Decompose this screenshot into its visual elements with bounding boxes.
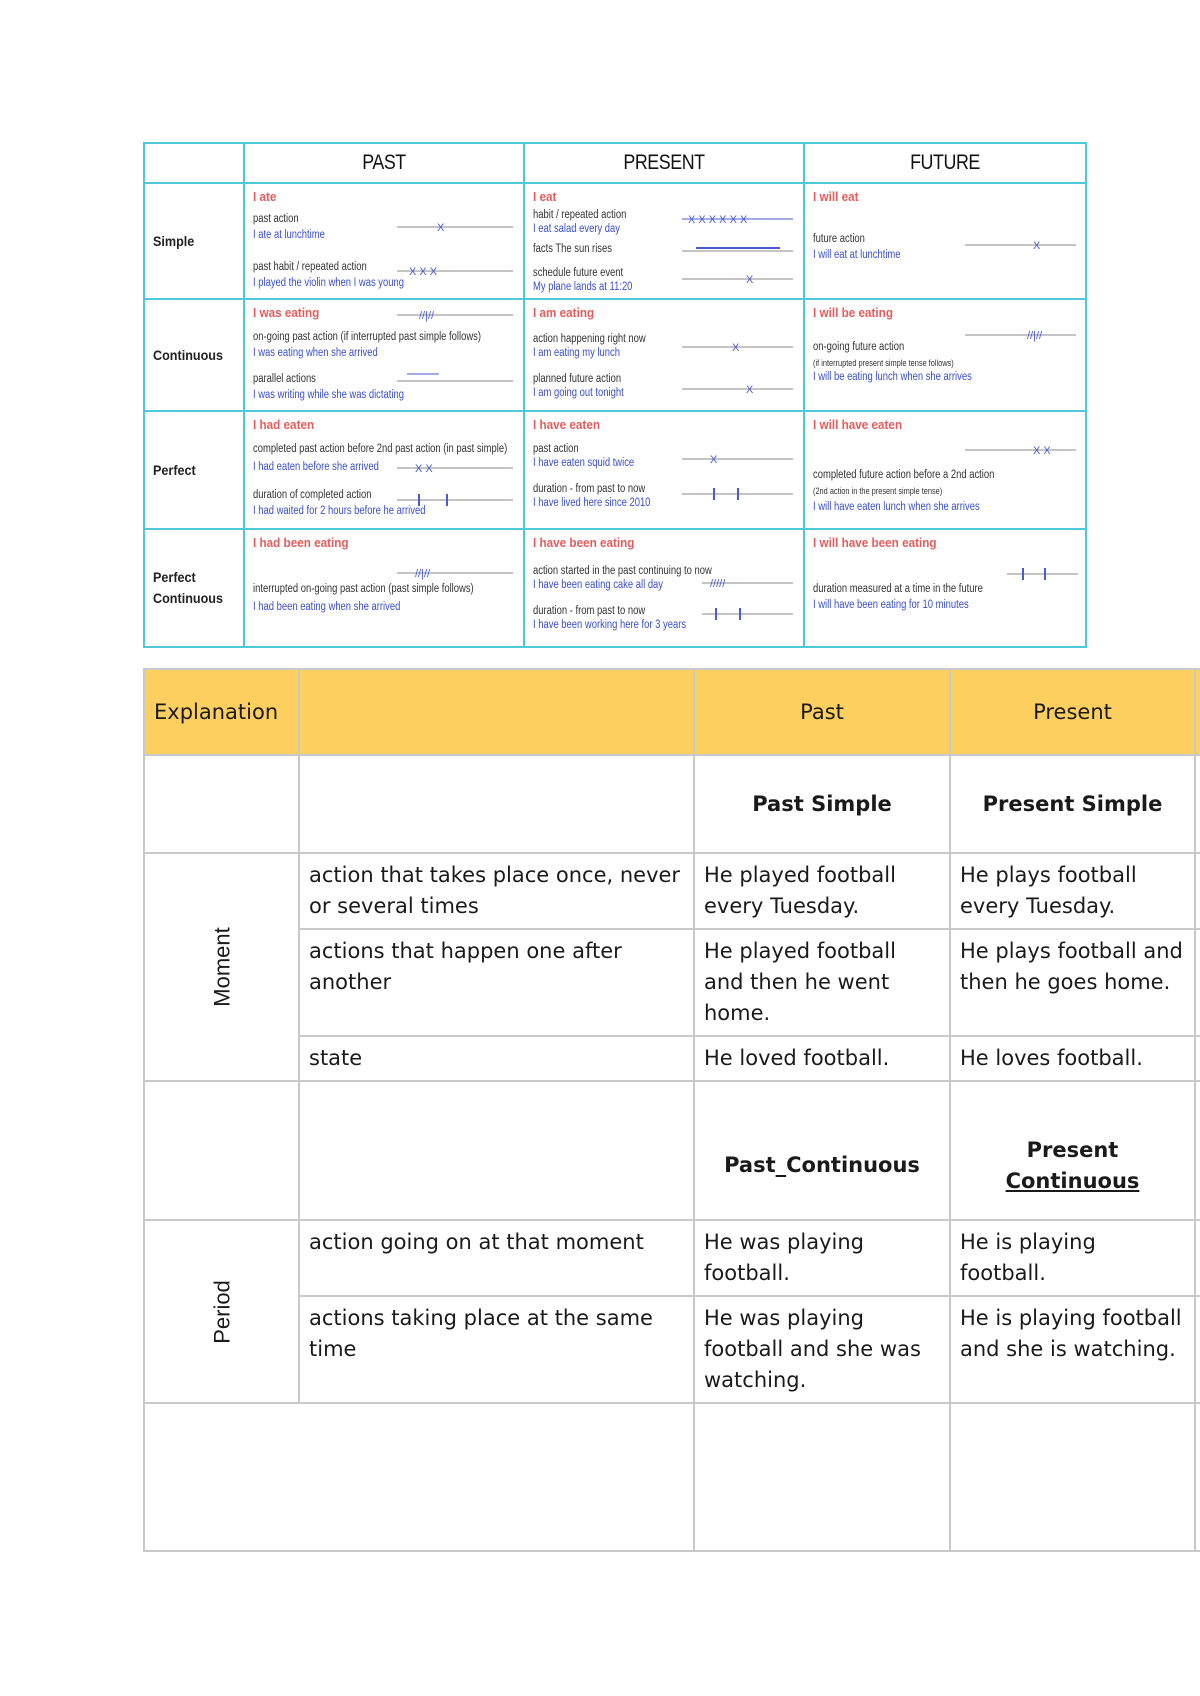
- timeline-present-schedule: [680, 272, 795, 286]
- chart-row-perfect: Perfect: [144, 411, 244, 528]
- chart-header-past: PAST: [265, 143, 503, 183]
- timeline-past-completed: [395, 458, 515, 474]
- heading-past-continuous: Past_Continuous: [694, 1081, 950, 1220]
- moment-label: Moment: [144, 853, 299, 1081]
- chart-row-simple: Simple: [144, 183, 244, 298]
- timeline-past-action: [395, 220, 515, 234]
- chart-cell-past-perfect-continuous: I had been eating interrupted on-going past action (past simple follows) I had been eating when she arrived //|//: [244, 529, 524, 648]
- grammar-table: [143, 668, 1200, 1552]
- chart-cell-present-continuous: I am eating action happening right now I am eating my lunch planned future action I am going out tonight X X: [524, 299, 804, 411]
- heading-present-continuous: [950, 1081, 1195, 1220]
- header-present: Present: [950, 669, 1195, 755]
- overflow-cell: [1195, 853, 1200, 929]
- overflow-cell: [1195, 1081, 1200, 1220]
- chart-cell-future-perfect-continuous: I will have been eating duration measured at a time in the future I will have been eating for 10 minutes: [804, 529, 1086, 648]
- period-row-2-explanation: actions taking place at the same time: [299, 1296, 694, 1403]
- svg-text:X X: X X: [415, 463, 433, 475]
- chart-cell-past-simple: I ate past action I ate at lunchtime past habit / repeated action I played the violin when I was young X X X X: [244, 183, 524, 298]
- svg-text:X: X: [732, 341, 740, 354]
- heading-present-continuous-line2: Continuous: [1005, 1168, 1140, 1193]
- chart-header-present: PRESENT: [545, 143, 783, 183]
- header-blank: [299, 669, 694, 755]
- chart-row-continuous: Continuous: [144, 299, 244, 411]
- period-row-1-present: He is playing football.: [950, 1220, 1195, 1296]
- overflow-cell: [1195, 755, 1200, 853]
- svg-text://///: /////: [710, 577, 726, 590]
- chart-cell-present-simple: I eat habit / repeated action I eat salad every day facts The sun rises schedule future event My plane lands at 11:20 X X X X X X X: [524, 183, 804, 298]
- moment-row-1-past: He played football every Tuesday.: [694, 853, 950, 929]
- header-overflow: [1195, 669, 1200, 755]
- heading-past-simple: Past Simple: [694, 755, 950, 853]
- timeline-past-ongoing: [395, 308, 515, 322]
- chart-row-perfect-continuous: Perfect Continuous: [144, 529, 244, 648]
- period-row-1-past: He was playing football.: [694, 1220, 950, 1296]
- tense-chart: [143, 142, 1085, 648]
- chart-cell-future-perfect: I will have eaten completed future action before a 2nd action (2nd action in the present simple tense) I will have eaten lunch when she arrives X X: [804, 411, 1086, 528]
- svg-text:X X X X X X: X X X X X X: [688, 214, 748, 227]
- timeline-present-duration: [680, 486, 795, 502]
- moment-row-2-present: He plays football and then he goes home.: [950, 929, 1195, 1036]
- simple-heading-empty-1: [144, 755, 299, 853]
- timeline-past-interrupted: [395, 566, 515, 580]
- timeline-future-duration: [1005, 566, 1080, 582]
- moment-row-2-explanation: actions that happen one after another: [299, 929, 694, 1036]
- overflow-cell: [1195, 1403, 1200, 1551]
- moment-row-1-explanation: action that takes place once, never or several times: [299, 853, 694, 929]
- period-row-1-explanation: action going on at that moment: [299, 1220, 694, 1296]
- period-row-2-past: He was playing football and she was watching.: [694, 1296, 950, 1403]
- overflow-cell: [1195, 1296, 1200, 1403]
- svg-text:X: X: [710, 454, 718, 467]
- timeline-future-action: [963, 238, 1078, 252]
- timeline-present-past-action: [680, 452, 795, 466]
- moment-row-3-explanation: state: [299, 1036, 694, 1081]
- svg-text://|//: //|//: [415, 567, 431, 580]
- timeline-past-parallel: [395, 368, 515, 388]
- overflow-cell: [1195, 929, 1200, 1036]
- heading-present-continuous-line1: Present: [1026, 1137, 1119, 1162]
- timeline-present-planned: [680, 382, 795, 396]
- empty-row-past: [694, 1403, 950, 1551]
- header-past: Past: [694, 669, 950, 755]
- chart-cell-future-continuous: I will be eating on-going future action (if interrupted present simple tense follows) I will be eating lunch when she arrives //|//: [804, 299, 1086, 411]
- empty-row-present: [950, 1403, 1195, 1551]
- timeline-future-ongoing: [963, 328, 1078, 342]
- chart-corner: [144, 143, 244, 183]
- svg-text:X: X: [746, 383, 754, 396]
- chart-header-future: FUTURE: [825, 143, 1065, 183]
- heading-present-simple: Present Simple: [950, 755, 1195, 853]
- continuous-heading-empty-2: [299, 1081, 694, 1220]
- simple-heading-empty-2: [299, 755, 694, 853]
- svg-text:X: X: [437, 222, 445, 235]
- moment-row-2-past: He played football and then he went home.: [694, 929, 950, 1036]
- moment-row-3-present: He loves football.: [950, 1036, 1195, 1081]
- moment-row-3-past: He loved football.: [694, 1036, 950, 1081]
- chart-cell-past-perfect: I had eaten completed past action before 2nd past action (in past simple) I had eaten before she arrived duration of completed action I had waited for 2 hours before he arrived X X: [244, 411, 524, 528]
- svg-text:X: X: [746, 274, 754, 287]
- chart-cell-present-perfect: I have eaten past action I have eaten squid twice duration - from past to now I have lived here since 2010 X: [524, 411, 804, 528]
- svg-text:X: X: [1033, 240, 1041, 253]
- svg-text:X X: X X: [1033, 445, 1051, 457]
- timeline-past-habit: [395, 264, 515, 278]
- svg-text://|//: //|//: [419, 309, 435, 322]
- timeline-present-now: [680, 340, 795, 354]
- timeline-past-duration: [395, 492, 515, 508]
- svg-text://|//: //|//: [1027, 329, 1043, 342]
- chart-cell-past-continuous: I was eating on-going past action (if interrupted past simple follows) I was eating when she arrived parallel actions I was writing while she was dictating //|//: [244, 299, 524, 411]
- period-label: Period: [144, 1220, 299, 1403]
- header-explanation: Explanation: [144, 669, 299, 755]
- continuous-heading-empty-1: [144, 1081, 299, 1220]
- empty-row-explanation: [144, 1403, 694, 1551]
- timeline-present-duration-continuous: [700, 606, 795, 622]
- timeline-future-completed: [963, 440, 1078, 456]
- timeline-present-habit: [680, 212, 795, 226]
- timeline-present-ongoing: [700, 576, 795, 590]
- chart-cell-present-perfect-continuous: I have been eating action started in the past continuing to now I have been eating cake all day duration - from past to now I have been working here for 3 years /////: [524, 529, 804, 648]
- chart-cell-future-simple: I will eat future action I will eat at lunchtime X: [804, 183, 1086, 298]
- overflow-cell: [1195, 1036, 1200, 1081]
- moment-row-1-present: He plays football every Tuesday.: [950, 853, 1195, 929]
- svg-text:X X X: X X X: [409, 266, 438, 279]
- timeline-present-facts: [680, 242, 795, 256]
- overflow-cell: [1195, 1220, 1200, 1296]
- period-row-2-present: He is playing football and she is watching.: [950, 1296, 1195, 1403]
